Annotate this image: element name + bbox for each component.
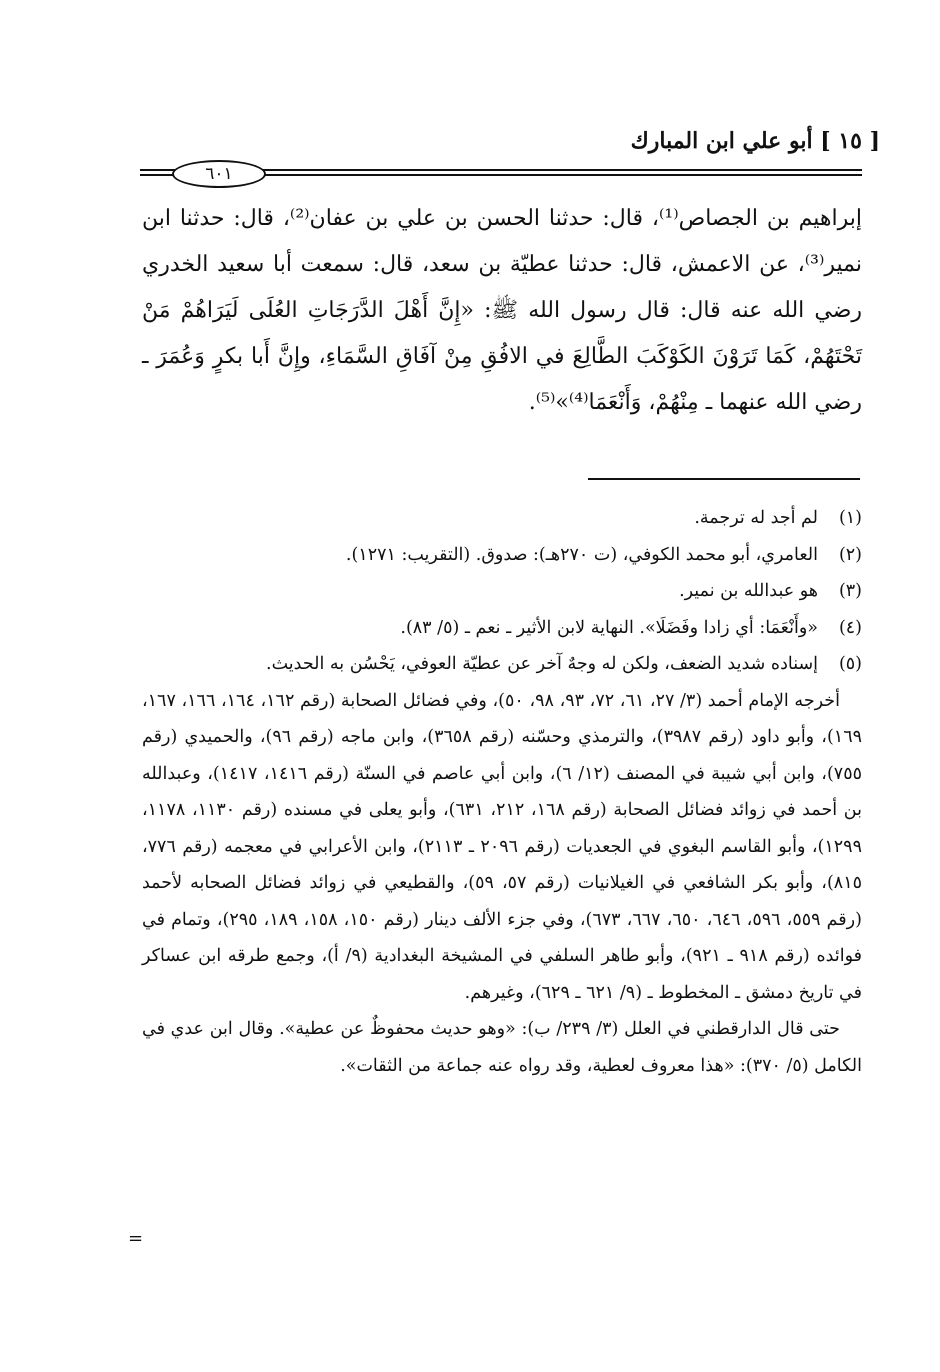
footnote-text: إسناده شديد الضعف، ولكن له وجهٌ آخر عن عطيّة العوفي، يَحْسُن به الحديث. [266, 654, 818, 674]
footnote-text: «وأَنْعَمَا: أي زادا وفَضَلَا». النهاية لابن الأثير ـ نعم ـ (٥/ ٨٣). [400, 617, 818, 638]
footnote-number: (٥) [838, 654, 862, 674]
page-number: ٦٠١ [172, 160, 266, 188]
footnote-number: (٢) [838, 544, 862, 565]
footnote-5-paragraph-1: أخرجه الإمام أحمد (٣/ ٢٧، ٦١، ٧٢، ٩٣، ٩٨، ٥٠)، وفي فضائل الصحابة (رقم ١٦٢، ١٦٤، ١٦٦، ١٦٧، ١٦٩)، وأبو داود (رقم ٣٩٨٧)، والترمذي وحسّنه (رقم ٣٦٥٨)، وابن ماجه (رقم ٩٦)، والحميدي (رقم ٧٥٥)، وابن أبي شيبة في المصنف (١٢/ ٦)، وابن أبي عاصم في السنّة (رقم ١٤١٦، ١٤١٧)، وعبدالله بن أحمد في زوائد فضائل الصحابة (رقم ١٦٨، ٢١٢، ٦٣١)، وأبو يعلى في مسنده (رقم ١١٣٠، ١١٧٨، ١٢٩٩)، وأبو القاسم البغوي في الجعديات (رقم ٢٠٩٦ ـ ٢١١٣)، وابن الأعرابي في معجمه (رقم ٧٧٦، ٨١٥)، وأبو بكر الشافعي في الغيلانيات (رقم ٥٧، ٥٩)، والقطيعي في زوائد فضائل الصحابه لأحمد (رقم ٥٥٩، ٥٩٦، ٦٤٦، ٦٥٠، ٦٦٧، ٦٧٣)، وفي جزء الألف دينار (رقم ١٥٠، ١٥٨، ١٨٩، ٢٩٥)، وتمام في فوائده (رقم ٩١٨ ـ ٩٢١)، وأبو طاهر السلفي في المشيخة البغدادية (٩/ أ)، وجمع طرقه ابن عساكر في تاريخ دمشق ـ المخطوط ـ (٩/ ٦٢١ ـ ٦٢٩)، وغيرهم. [142, 690, 863, 1003]
footnote-number: (٣) [838, 581, 862, 601]
footnote-text: لم أجد له ترجمة. [694, 508, 818, 528]
footnote-text: العامري، أبو محمد الكوفي، (ت ٢٧٠هـ): صدوق. (التقريب: ١٢٧١). [345, 544, 818, 565]
footnote-5 [142, 646, 862, 683]
footnote-text: هو عبدالله بن نمير. [679, 581, 818, 601]
footnote-number: (١) [838, 508, 862, 528]
continuation-mark: = [128, 1228, 144, 1249]
footnote-2 [142, 537, 862, 574]
footnote-3 [142, 573, 862, 610]
main-text [142, 196, 862, 426]
footnote-5-paragraph-2: حتى قال الدارقطني في العلل (٣/ ٢٣٩/ ب): «وهو حديث محفوظٌ عن عطية». وقال ابن عدي في الكامل (٥/ ٣٧٠): «هذا معروف لعطية، وقد رواه عنه جماعة من الثقات». [142, 1019, 862, 1076]
footnote-4 [142, 610, 862, 647]
footnotes [142, 500, 862, 1084]
main-paragraph: إبراهيم بن الجصاص⁽¹⁾، قال: حدثنا الحسن بن علي بن عفان⁽²⁾، قال: حدثنا ابن نمير⁽³⁾، عن الاعمش، قال: حدثنا عطيّة بن سعد، قال: سمعت أبا سعيد الخدري رضي الله عنه قال: قال رسول الله ﷺ: «إِنَّ أَهْلَ الدَّرَجَاتِ العُلَى لَيَرَاهُمْ مَنْ تَحْتَهُمْ، كَمَا تَرَوْنَ الكَوْكَبَ الطَّالِعَ في الافُقِ مِنْ آفَاقِ السَّمَاءِ، وإِنَّ أَبا بكرٍ وَعُمَرَ ـ رضي الله عنهما ـ مِنْهُمْ، وَأَنْعَمَا⁽⁴⁾»⁽⁵⁾. [142, 206, 862, 415]
footnote-number: (٤) [838, 617, 862, 638]
footnote-separator [588, 478, 860, 480]
header-rule [140, 160, 862, 186]
footnote-1 [142, 500, 862, 537]
running-header-title: [ ١٥ ] أبو علي ابن المبارك [630, 128, 880, 154]
